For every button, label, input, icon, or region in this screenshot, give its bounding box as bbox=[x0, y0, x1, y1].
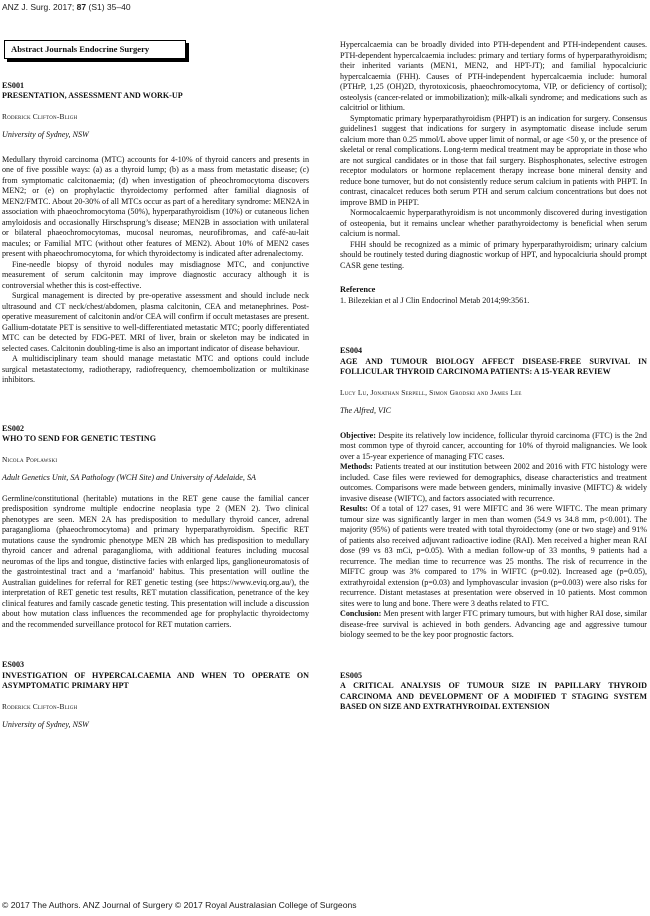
abstract-code: ES005 bbox=[340, 670, 363, 680]
methods-text: Patients treated at our institution between 2002 and 2016 with FTC histology were included. Case files were reviewed for demographics, disease characteristics and treatment outcomes. Comparisons were made between genders, minimally invasive (MIFTC) & widely invasive disease (WIFTC), and factors associated with recurrence. bbox=[340, 462, 647, 503]
journal-issue-pages: (S1) 35–40 bbox=[88, 2, 131, 12]
abstract-paragraph: Surgical management is directed by pre-operative assessment and should include neck ultrasound and CT neck/chest/abdomen, plasma calcitonin, CEA and metanephrines. Post-operative measurement of calcitonin and/or CEA will confirm if occult metastases are present. Gallium-dotatate PET is sensitive to well-differentiated metastatic MTC; poorly differentiated MTC can be detected by FDG-PET. MRI of liver, brain or skeleton may be indicated in selected cases. Calcitonin doubling-time is also an important indicator of disease behaviour. bbox=[2, 291, 309, 353]
results-text: Of a total of 127 cases, 91 were MIFTC and 36 were WIFTC. The mean primary tumour size was significantly larger in men than women (54.9 vs 34.8 mm, p<0.001). The majority (95%) of patients were treated with total thyroidectomy (one or two stage) and 91% of patients also received adjuvant radioactive iodine (RAI). Men received a higher mean RAI dose (99 vs 83 mCi, p=0.05). With a median follow-up of 33 months, 9 patients had a recurrence. The median time to recurrence was 25 months. The risk of recurrence in the MIFTC group was 3% compared to 17% in WIFTC (p=0.02). Increased age (p=0.05), extrathyroidal extension (p=0.03) and lymphovascular invasion (p=0.003) were also risks for recurrence. Distant metastases at presentation were observed in 10 patients. Most common sites were to lung and bone. There were 3 deaths related to FTC. bbox=[340, 504, 647, 608]
abstract-code: ES003 bbox=[2, 660, 25, 669]
abstract-author: Lucy Lu, Jonathan Serpell, Simon Grodski and James Lee bbox=[340, 387, 522, 397]
abstract-paragraph: Normocalcaemic hyperparathyroidism is not uncommonly discovered during investigation of osteopenia, but it remains unclear whether parathyroidectomy is beneficial when serum calcium is normal. bbox=[340, 208, 647, 238]
abstract-title: PRESENTATION, ASSESSMENT AND WORK-UP bbox=[2, 91, 183, 100]
abstract-title: AGE AND TUMOUR BIOLOGY AFFECT DISEASE-FREE SURVIVAL IN FOLLICULAR THYROID CARCINOMA PATIENTS: A 15-YEAR REVIEW bbox=[340, 356, 647, 376]
conclusion-text: Men present with larger FTC primary tumours, but with higher RAI dose, similar disease-free survival is achieved in both genders. Advancing age and aggressive tumour biology seemed to be the key poor prognostic factors. bbox=[340, 609, 647, 639]
conclusion-paragraph bbox=[340, 609, 647, 641]
abstract-paragraph: Medullary thyroid carcinoma (MTC) accounts for 4-10% of thyroid cancers and presents in one of five possible ways: (a) as a thyroid lump; (b) as a mass from metastatic disease; (c) from symptomatic calcitonaemia; (d) when investigation of pheochromocytoma discovers MEN2; or (e) on prophylactic thyroidectomy performed after familial diagnosis of MEN2/FMTC. About 20-30% of all MTCs occur as part of a hereditary syndrome: MEN2A in association with phaeochromocytoma (50%), hyperparathyroidism (10%) or cutaneous lichen amyloidosis and occasionally Hirschsprung’s disease; MEN2B in association with unilateral or bilateral phaeochromocytomas, mucosal neuromas, neurofibromas, and café-au-lait macules; or Familial MTC (without other features of MEN2). About 10% of MEN2 cases present with phaeochromocytoma, for which thyroidectomy is indicated after adrenalectomy. bbox=[2, 154, 309, 258]
abstract-author: Nicola Poplawski bbox=[2, 454, 58, 464]
abstract-code: ES001 bbox=[2, 80, 25, 90]
journal-volume: 87 bbox=[76, 2, 87, 12]
abstract-paragraph: FHH should be recognized as a mimic of primary hyperparathyroidism; urinary calcium should be routinely tested during diagnostic workup of HPT, and hypocalciuria should prompt CASR gene testing. bbox=[340, 239, 647, 270]
objective-label: Objective: bbox=[340, 430, 376, 440]
section-label: Abstract Journals Endocrine Surgery bbox=[4, 40, 186, 59]
objective-text: Despite its relatively low incidence, follicular thyroid carcinoma (FTC) is the 2nd most common type of thyroid cancer, accounting for 10% of thyroid malignancies. We look over a 15-year experience of managing FTC cases. bbox=[340, 430, 647, 461]
methods-label: Methods: bbox=[340, 462, 373, 471]
page-footer: © 2017 The Authors. ANZ Journal of Surgery © 2017 Royal Australasian College of Surgeons bbox=[2, 900, 357, 910]
abstract-title: WHO TO SEND FOR GENETIC TESTING bbox=[2, 434, 157, 443]
abstract-paragraph: A multidisciplinary team should manage metastatic MTC and options could include surgical metastatectomy, radiotherapy, radiofrequency, chemoembolization or multikinase inhibitors. bbox=[2, 354, 309, 384]
abstract-affiliation: University of Sydney, NSW bbox=[2, 720, 89, 729]
abstract-affiliation: The Alfred, VIC bbox=[340, 406, 392, 415]
reference-item: 1. Bilezekian et al J Clin Endocrinol Metab 2014;99:3561. bbox=[340, 295, 530, 305]
abstract-title: INVESTIGATION OF HYPERCALCAEMIA AND WHEN TO OPERATE ON ASYMPTOMATIC PRIMARY HPT bbox=[2, 670, 309, 690]
abstract-paragraph: Fine-needle biopsy of thyroid nodules may misdiagnose MTC, and conjunctive measurement of serum calcitonin may improve diagnostic accuracy although it is controversial whether this is cost-effective. bbox=[2, 259, 309, 290]
abstract-author: Roderick Clifton-Bligh bbox=[2, 111, 78, 121]
results-label: Results: bbox=[340, 504, 368, 513]
conclusion-label: Conclusion: bbox=[340, 609, 382, 618]
abstract-title: A CRITICAL ANALYSIS OF TUMOUR SIZE IN PAPILLARY THYROID CARCINOMA AND DEVELOPMENT OF A MODIFIED T STAGING SYSTEM BASED ON SIZE AND EXTRATHYROIDAL EXTENSION bbox=[340, 681, 647, 711]
abstract-code: ES004 bbox=[340, 346, 363, 355]
abstract-author: Roderick Clifton-Bligh bbox=[2, 701, 78, 711]
objective-paragraph bbox=[340, 431, 647, 463]
reference-heading: Reference bbox=[340, 285, 376, 294]
abstract-paragraph: Hypercalcaemia can be broadly divided into PTH-dependent and PTH-independent causes. PTH-dependent hypercalcaemia includes: primary and tertiary forms of hyperparathyroidism; their inherited variants (MEN1, MEN2, and HPT-JT); and familial hypocalciuric hypercalcaemia (FHH). Causes of PTH-independent hypercalcaemia include: humoral (PTHrP, 1,25 (OH)2D, thyrotoxicosis, phaeochromocytoma, VIP, or deficiency of cortisol); osteolysis (cancer-related or immobilization); milk-alkali syndrome; and medications such as calcitriol or lithium. bbox=[340, 40, 647, 112]
right-column bbox=[340, 40, 647, 713]
abstract-code: ES002 bbox=[2, 423, 25, 433]
methods-paragraph bbox=[340, 462, 647, 504]
abstract-paragraph: Symptomatic primary hyperparathyroidism (PHPT) is an indication for surgery. Consensus guidelines1 suggest that indications for surgery in asymptomatic disease include serum calcium more than 0.25 mmol/L above upper limit of normal, or age <50 y, or the presence of skeletal or renal complications. Long-term medical treatment may be appropriate in those who are not surgical candidates or in those that fail surgery. Bisphosphonates, selective estrogen receptor modulators or hormone replacement therapy increase bone mineral density and reduce bone turnover, but do not consistently reduce serum calcium in patients with PHPT. In contrast, cinacalcet reduces both serum PTH and serum calcium concentrations but does not improve BMD in PHPT. bbox=[340, 113, 647, 207]
journal-citation: ANZ J. Surg. 2017; bbox=[2, 2, 75, 12]
running-header bbox=[2, 2, 131, 12]
left-column bbox=[2, 40, 309, 731]
abstract-paragraph: Germline/constitutional (heritable) mutations in the RET gene cause the familial cancer predisposition syndrome multiple endocrine neoplasia type 2 (MEN 2). Two clinical phenotypes are seen. MEN 2A has predisposition to medullary thyroid cancer, adrenal paraganglioma (phaeochromocytoma) and primary hyperparathyroidism. Specific RET mutations cause the syndromic phenotype MEN 2B which has predisposition to medullary thyroid cancer and adrenal paraganglioma, with additional features including mucosal neuromas of the lips and tongue, distinctive facies with enlarged lips, ganglioneuromatosis of the gastrointestinal tract and a ‘marfanoid’ habitus. This presentation will outline the Australian guidelines for referral for RET genetic testing (see https://www.eviq.org.au/), the interpretation of RET genetic test results, RET mutation classification, penetrance of the key clinical features and family cascade genetic testing. This presentation will include a discussion about how mutation class influences the recommended age for prophylactic thyroidectomy and the recommended surveillance protocol for RET mutation carriers. bbox=[2, 493, 309, 629]
results-paragraph bbox=[340, 504, 647, 609]
abstract-affiliation: University of Sydney, NSW bbox=[2, 130, 89, 139]
abstract-affiliation: Adult Genetics Unit, SA Pathology (WCH Site) and University of Adelaide, SA bbox=[2, 473, 256, 482]
